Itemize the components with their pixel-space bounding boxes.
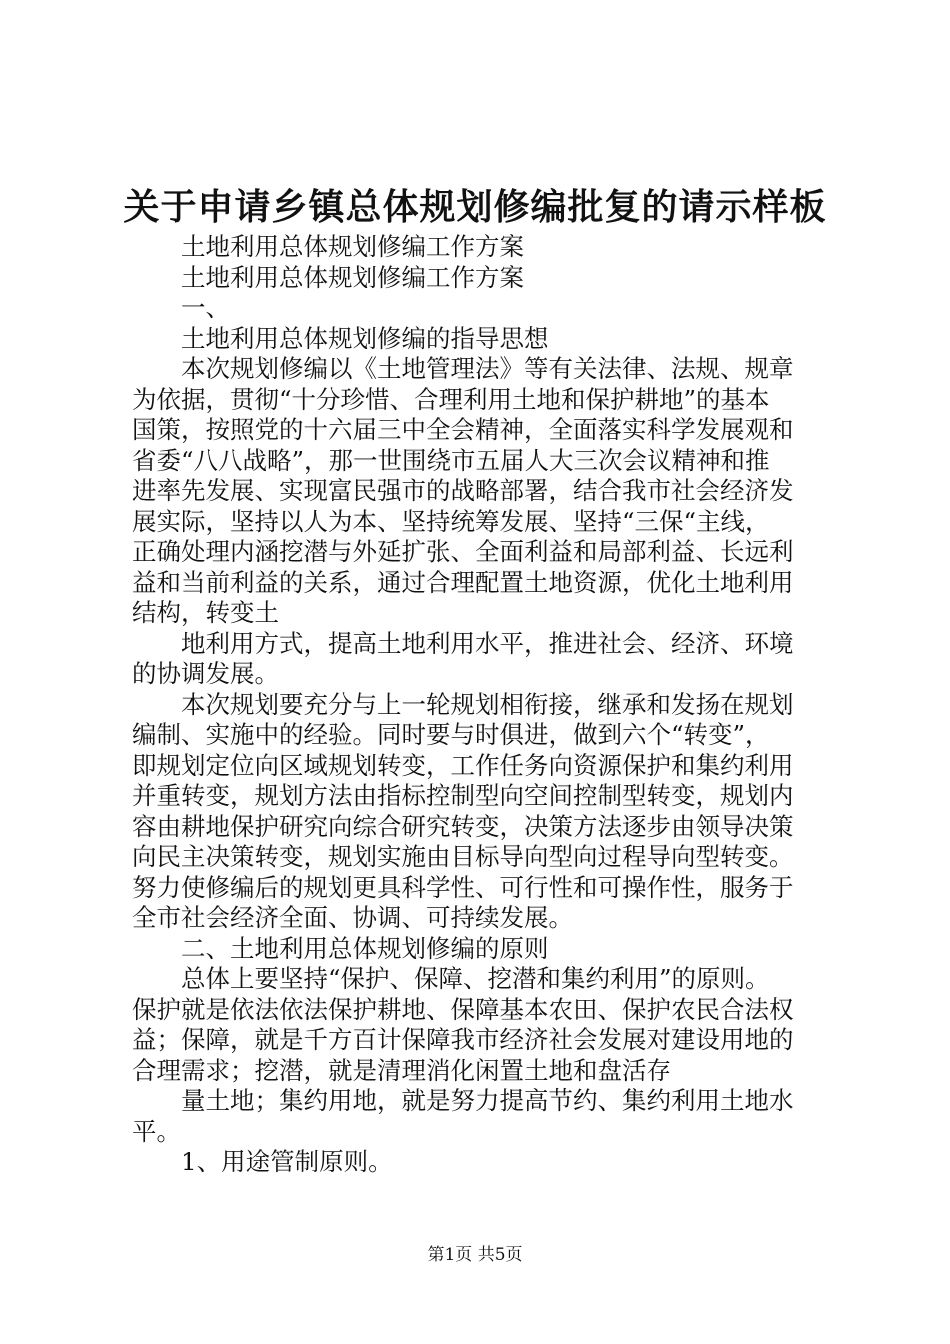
paragraph-line: 容由耕地保护研究向综合研究转变，决策方法逐步由领导决策 (132, 811, 794, 841)
paragraph-line: 总体上要坚持“保护、保障、挖潜和集约利用”的原则。 (181, 964, 770, 993)
paragraph-line: 的协调发展。 (132, 659, 279, 688)
paragraph-line: 为依据，贯彻“十分珍惜、合理利用土地和保护耕地”的基本 (132, 384, 770, 414)
paragraph-line: 合理需求；挖潜，就是清理消化闲置土地和盘活存 (132, 1055, 671, 1085)
paragraph-line: 本次规划修编以《土地管理法》等有关法律、法规、规章 (181, 354, 794, 383)
paragraph-line: 即规划定位向区域规划转变，工作任务向资源保护和集约利用 (132, 750, 794, 780)
paragraph-line: 益；保障，就是千方百计保障我市经济社会发展对建设用地的 (132, 1025, 794, 1054)
paragraph-line: 全市社会经济全面、协调、可持续发展。 (132, 903, 573, 932)
paragraph-line: 省委“八八战略”，那一世围绕市五届人大三次会议精神和推 (132, 445, 770, 475)
paragraph-line: 保护就是依法依法保护耕地、保障基本农田、保护农民合法权 (132, 994, 794, 1024)
paragraph-line: 正确处理内涵挖潜与外延扩张、全面利益和局部利益、长远利 (132, 537, 794, 566)
paragraph-line: 努力使修编后的规划更具科学性、可行性和可操作性，服务于 (132, 872, 794, 902)
paragraph-line: 土地利用总体规划修编的指导思想 (181, 323, 549, 353)
document-title: 关于申请乡镇总体规划修编批复的请示样板 (123, 187, 827, 228)
paragraph-line: 地利用方式，提高土地利用水平，推进社会、经济、环境 (181, 628, 794, 658)
paragraph-line: 结构，转变土 (132, 598, 279, 627)
paragraph-line: 土地利用总体规划修编工作方案 (181, 232, 524, 261)
paragraph-line: 二、土地利用总体规划修编的原则 (181, 933, 549, 963)
paragraph-line: 平。 (132, 1116, 181, 1146)
paragraph-line: 国策，按照党的十六届三中全会精神，全面落实科学发展观和 (132, 415, 794, 444)
paragraph-line: 并重转变，规划方法由指标控制型向空间控制型转变，规划内 (132, 781, 794, 810)
page-footer: 第1页 共5页 (427, 1245, 523, 1265)
paragraph-line: 1、用途管制原则。 (181, 1147, 393, 1176)
paragraph-line: 进率先发展、实现富民强市的战略部署，结合我市社会经济发 (132, 476, 794, 505)
paragraph-line: 编制、实施中的经验。同时要与时俱进，做到六个“转变”， (132, 720, 770, 749)
paragraph-line: 土地利用总体规划修编工作方案 (181, 262, 524, 292)
paragraph-line: 展实际，坚持以人为本、坚持统筹发展、坚持“三保“主线， (132, 506, 770, 536)
document-body (132, 232, 830, 1178)
paragraph-line: 向民主决策转变，规划实施由目标导向型向过程导向型转变。 (132, 842, 794, 871)
paragraph-line: 一、 (181, 293, 230, 322)
paragraph-line: 本次规划要充分与上一轮规划相衔接，继承和发扬在规划 (181, 689, 794, 719)
paragraph-line: 益和当前利益的关系，通过合理配置土地资源，优化土地利用 (132, 567, 794, 597)
paragraph-line: 量土地；集约用地，就是努力提高节约、集约利用土地水 (181, 1086, 794, 1115)
